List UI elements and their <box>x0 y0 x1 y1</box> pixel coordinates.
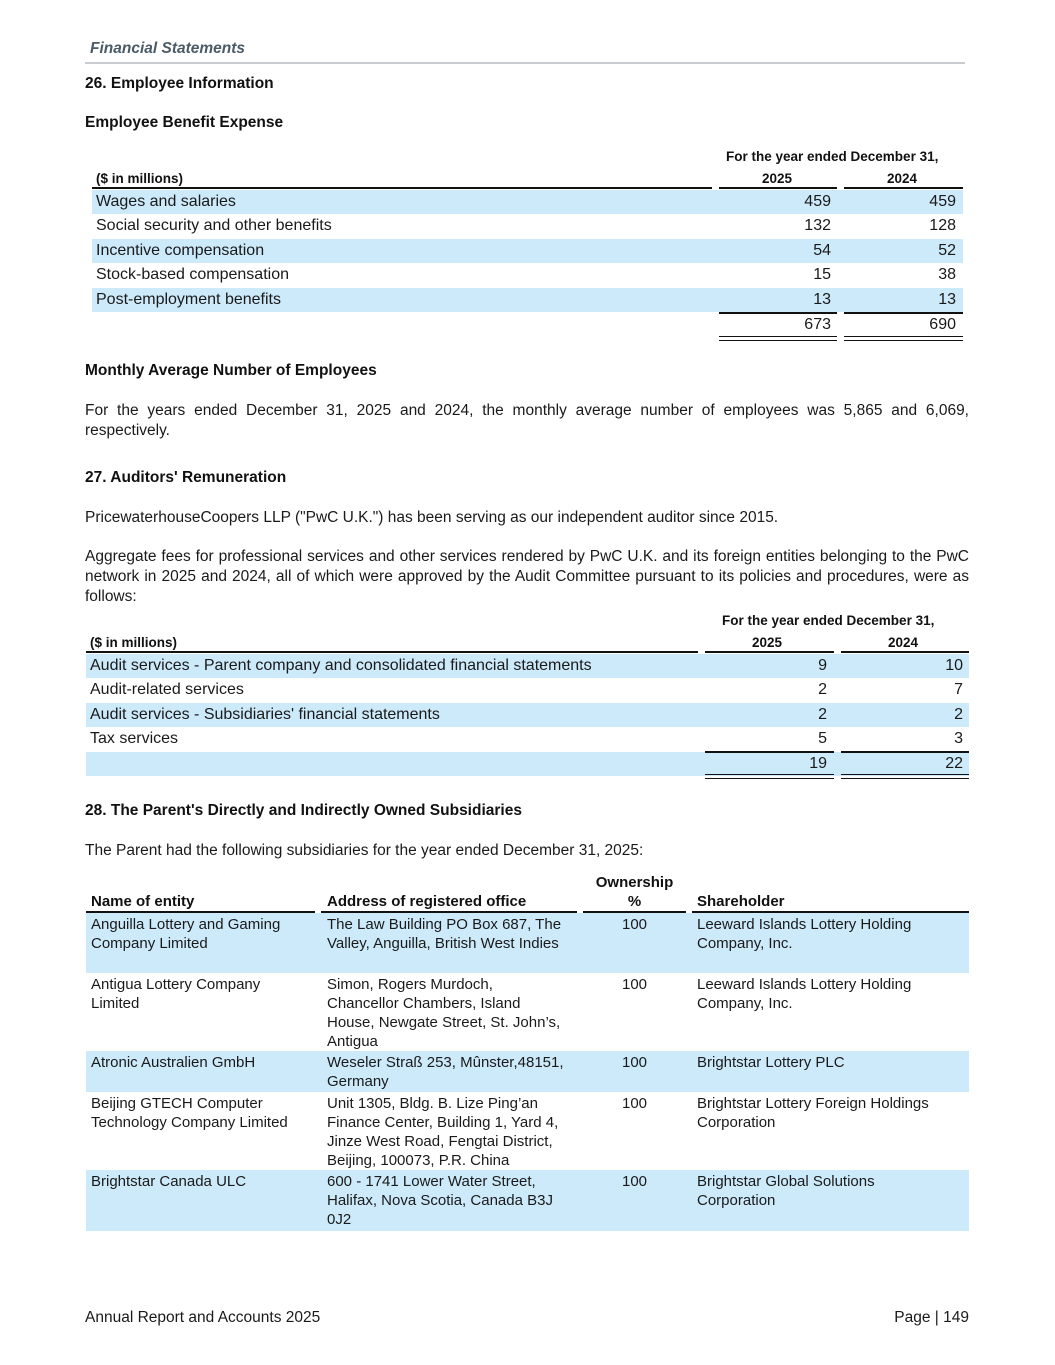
col-name-of-entity: Name of entity <box>91 893 195 910</box>
entity-name: Atronic Australien GmbH <box>91 1054 256 1071</box>
value-2025: 132 <box>804 217 831 234</box>
entity-shareholder: Brightstar Global Solutions Corporation <box>697 1173 875 1209</box>
total-double-rule-2025 <box>719 336 837 341</box>
total-double-rule-2024 <box>844 336 963 341</box>
footer-page-number: Page | 149 <box>894 1309 969 1326</box>
value-2024: 3 <box>954 730 963 747</box>
table-row <box>86 703 969 727</box>
fees-paragraph: Aggregate fees for professional services and other services rendered by PwC U.K. and its foreign entities belonging to the PwC network in 2025 and 2024, all of which were approved by the Audit Committee pursuant to its policies and procedures, were as follows: <box>85 548 969 605</box>
value-2024: 52 <box>938 242 956 259</box>
row-label: Wages and salaries <box>96 193 236 210</box>
entity-shareholder: Leeward Islands Lottery Holding Company, Inc. <box>697 916 912 952</box>
section-27-title: 27. Auditors' Remuneration <box>85 469 287 486</box>
auditor-intro-paragraph: PricewaterhouseCoopers LLP ("PwC U.K.") has been serving as our independent auditor since 2015. <box>85 509 779 526</box>
entity-ownership: 100 <box>621 916 648 933</box>
total-2025: 673 <box>804 316 831 333</box>
value-2024: 38 <box>938 266 956 283</box>
value-2025: 13 <box>813 291 831 308</box>
value-2024: 13 <box>938 291 956 308</box>
value-2025: 9 <box>818 657 827 674</box>
table-row <box>86 654 969 678</box>
value-2024: 7 <box>954 681 963 698</box>
row-label: Audit-related services <box>90 681 244 698</box>
table2-header-rule-2024 <box>841 651 969 653</box>
subtotal-rule-2024 <box>841 751 969 753</box>
entity-ownership: 100 <box>621 1173 648 1190</box>
col-address: Address of registered office <box>327 893 527 910</box>
entity-shareholder: Leeward Islands Lottery Holding Company, Inc. <box>697 976 912 1012</box>
table1-col-2024: 2024 <box>887 171 918 186</box>
table-row <box>86 1051 969 1092</box>
col-ownership-line2: % <box>627 893 642 910</box>
employees-paragraph: For the years ended December 31, 2025 and 2024, the monthly average number of employees was 5,865 and 6,069, respectively. <box>85 402 969 439</box>
table-row <box>92 263 963 287</box>
table2-header-rule-2025 <box>705 651 834 653</box>
row-label: Tax services <box>90 730 179 747</box>
row-label: Stock-based compensation <box>96 266 289 283</box>
row-label: Audit services - Parent company and consolidated financial statements <box>90 657 592 674</box>
row-label: Audit services - Subsidiaries' financial statements <box>90 706 440 723</box>
employee-benefit-expense-heading: Employee Benefit Expense <box>85 114 284 131</box>
value-2025: 459 <box>804 193 831 210</box>
employees-heading: Monthly Average Number of Employees <box>85 362 377 379</box>
value-2025: 54 <box>813 242 831 259</box>
entity-name: Anguilla Lottery and Gaming Company Limited <box>91 916 281 952</box>
subtotal-rule-2025 <box>705 751 834 753</box>
section-28-title: 28. The Parent's Directly and Indirectly Owned Subsidiaries <box>85 802 522 819</box>
total-2024: 22 <box>945 755 963 772</box>
entity-name: Brightstar Canada ULC <box>91 1173 247 1190</box>
table2-col-2025: 2025 <box>752 635 783 650</box>
table-row <box>92 288 963 312</box>
table1-header-rule <box>92 187 712 189</box>
table2-unit-label: ($ in millions) <box>90 635 178 650</box>
entity-address: Simon, Rogers Murdoch, Chancellor Chambers, Island House, Newgate Street, St. John’s, Antigua <box>327 976 561 1050</box>
value-2025: 5 <box>818 730 827 747</box>
table-row <box>86 1170 969 1231</box>
total-2024: 690 <box>929 316 956 333</box>
table1-header-rule-2025 <box>719 187 837 189</box>
value-2024: 10 <box>945 657 963 674</box>
entity-address: Weseler Straß 253, Mûnster,48151, Germany <box>327 1054 564 1090</box>
col-ownership-line1: Ownership <box>595 874 674 891</box>
entity-address: 600 - 1741 Lower Water Street, Halifax, Nova Scotia, Canada B3J 0J2 <box>327 1173 553 1228</box>
table-row <box>92 214 963 238</box>
table-row <box>86 973 969 1051</box>
table-row <box>86 913 969 973</box>
entity-address: Unit 1305, Bldg. B. Lize Ping’an Finance Center, Building 1, Yard 4, Jinze West Road, Fengtai District, Beijing, 100073, P.R. China <box>327 1095 559 1169</box>
row-label: Post-employment benefits <box>96 291 281 308</box>
total-double-rule-2024 <box>841 774 969 779</box>
table1-header-rule-2024 <box>844 187 963 189</box>
running-header: Financial Statements <box>90 40 246 57</box>
value-2025: 2 <box>818 706 827 723</box>
table1-col-2025: 2025 <box>762 171 793 186</box>
entity-name: Beijing GTECH Computer Technology Company Limited <box>91 1095 288 1131</box>
value-2024: 2 <box>954 706 963 723</box>
entity-ownership: 100 <box>621 976 648 993</box>
table-total-row <box>86 752 969 776</box>
table2-col-2024: 2024 <box>888 635 919 650</box>
value-2024: 459 <box>929 193 956 210</box>
table-row <box>92 239 963 263</box>
header-divider <box>85 62 965 64</box>
table1-unit-label: ($ in millions) <box>96 171 184 186</box>
row-label: Incentive compensation <box>96 242 265 259</box>
entity-shareholder: Brightstar Lottery PLC <box>697 1054 845 1071</box>
table-row <box>86 727 969 751</box>
section-26-title: 26. Employee Information <box>85 75 274 92</box>
entity-ownership: 100 <box>621 1095 648 1112</box>
entity-shareholder: Brightstar Lottery Foreign Holdings Corporation <box>697 1095 929 1131</box>
table-row <box>92 190 963 214</box>
table-total-row <box>92 313 963 337</box>
row-label: Social security and other benefits <box>96 217 332 234</box>
entity-name: Antigua Lottery Company Limited <box>91 976 261 1012</box>
table1-period-header: For the year ended December 31, <box>726 149 939 164</box>
entity-ownership: 100 <box>621 1054 648 1071</box>
table-row <box>86 678 969 702</box>
total-double-rule-2025 <box>705 774 834 779</box>
table-row <box>86 1092 969 1170</box>
col-shareholder: Shareholder <box>697 893 785 910</box>
table2-header-rule <box>86 651 698 653</box>
footer-report-title: Annual Report and Accounts 2025 <box>85 1309 321 1326</box>
total-2025: 19 <box>809 755 827 772</box>
value-2025: 2 <box>818 681 827 698</box>
table2-period-header: For the year ended December 31, <box>722 613 935 628</box>
subsidiaries-intro: The Parent had the following subsidiaries for the year ended December 31, 2025: <box>85 842 644 859</box>
entity-address: The Law Building PO Box 687, The Valley, Anguilla, British West Indies <box>327 916 562 952</box>
value-2025: 15 <box>813 266 831 283</box>
value-2024: 128 <box>929 217 956 234</box>
